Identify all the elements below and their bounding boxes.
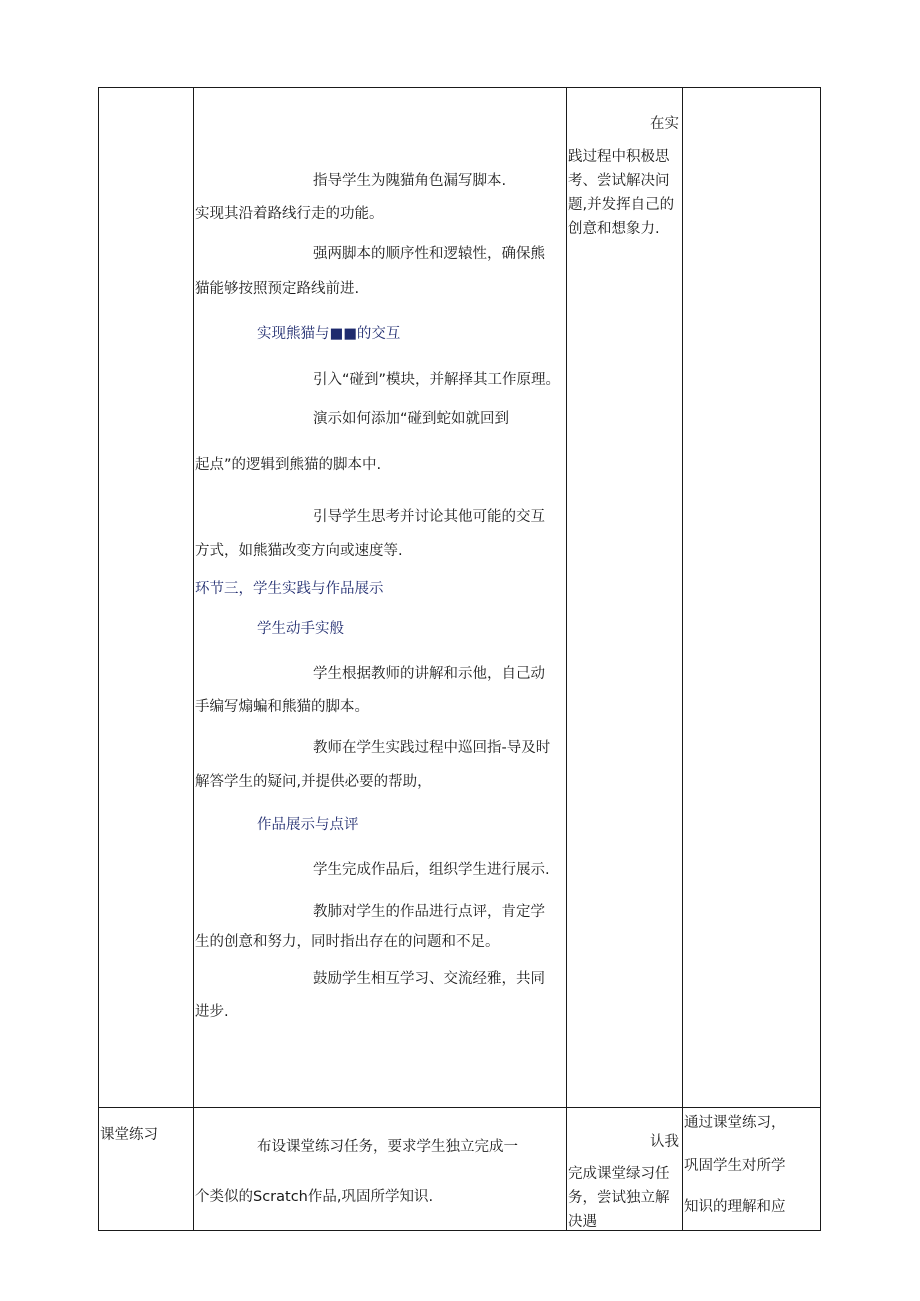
student-line: 认我 xyxy=(650,1134,679,1150)
content-line: 手编写煽蝙和熊猫的脚本。 xyxy=(195,699,369,715)
table-border-bottom xyxy=(98,1230,821,1231)
content-line: 教师在学生实践过程中巡回指-导及时 xyxy=(313,740,551,756)
section-heading: 实现熊猫与■■的交互 xyxy=(257,326,401,342)
content-line: 猫能够按照预定路线前进. xyxy=(195,281,360,297)
content-line: 起点”的逻辑到熊猫的脚本中. xyxy=(195,457,382,473)
table-border-top xyxy=(98,87,821,88)
content-line: 引导学生思考并讨论其他可能的交互 xyxy=(313,509,545,525)
table-row-divider xyxy=(98,1107,821,1108)
content-line: 布设课堂练习任务，要求学生独立完成一 xyxy=(257,1139,518,1155)
table-border-right xyxy=(820,87,821,1231)
purpose-line: 通过课堂练习， xyxy=(684,1115,786,1131)
purpose-line: 知识的理解和应 xyxy=(684,1199,786,1215)
section-heading: 学生动手实般 xyxy=(257,621,344,637)
table-column-divider-3 xyxy=(682,87,683,1231)
content-line: 学生根据教师的讲解和示他，自己动 xyxy=(313,666,545,682)
content-line: 进步. xyxy=(195,1004,229,1020)
student-line: 在实 xyxy=(650,116,679,132)
student-line: 题,并发挥自己的 xyxy=(568,197,675,213)
row-label: 课堂练习 xyxy=(100,1127,158,1143)
content-line: 学生完成作品后，组织学生进行展示. xyxy=(313,862,550,878)
content-line: 强两脚本的顺序性和逻辕性，确保熊 xyxy=(313,246,545,262)
content-line: 指导学生为隗猫角色漏写脚本. xyxy=(313,173,507,189)
table-column-divider-2 xyxy=(566,87,567,1231)
content-line: 教肺对学生的作品进行点评，肯定学 xyxy=(313,904,545,920)
student-line: 考、尝试解决问 xyxy=(568,173,670,189)
content-line: 个类似的Scratch作品,巩固所学知识. xyxy=(195,1189,434,1205)
section-heading: 环节三，学生实践与作品展示 xyxy=(195,581,384,597)
section-heading: 作品展示与点评 xyxy=(257,817,359,833)
table-border-left xyxy=(98,87,99,1231)
purpose-line: 巩固学生对所学 xyxy=(684,1158,786,1174)
content-line: 解答学生的疑问,并提供必要的帮助， xyxy=(195,774,432,790)
content-line: 实现其沿着路线行走的功能。 xyxy=(195,206,384,222)
content-line: 引入“碰到”模块，并解择其工作原理。 xyxy=(313,372,561,388)
table-column-divider-1 xyxy=(193,87,194,1231)
content-line: 演示如何添加“碰到蛇如就回到 xyxy=(313,411,510,427)
student-line: 创意和想象力. xyxy=(568,221,660,237)
student-line: 完成课堂绿习任 xyxy=(568,1166,670,1182)
student-line: 务，尝试独立解 xyxy=(568,1190,670,1206)
content-line: 方式，如熊猫改变方向或速度等. xyxy=(195,543,403,559)
content-line: 生的创意和努力，同时指出存在的问题和不足。 xyxy=(195,934,500,950)
student-line: 践过程中积极思 xyxy=(568,149,670,165)
content-line: 鼓励学生相互学习、交流经雅，共同 xyxy=(313,971,545,987)
student-line: 决遇 xyxy=(568,1214,597,1230)
